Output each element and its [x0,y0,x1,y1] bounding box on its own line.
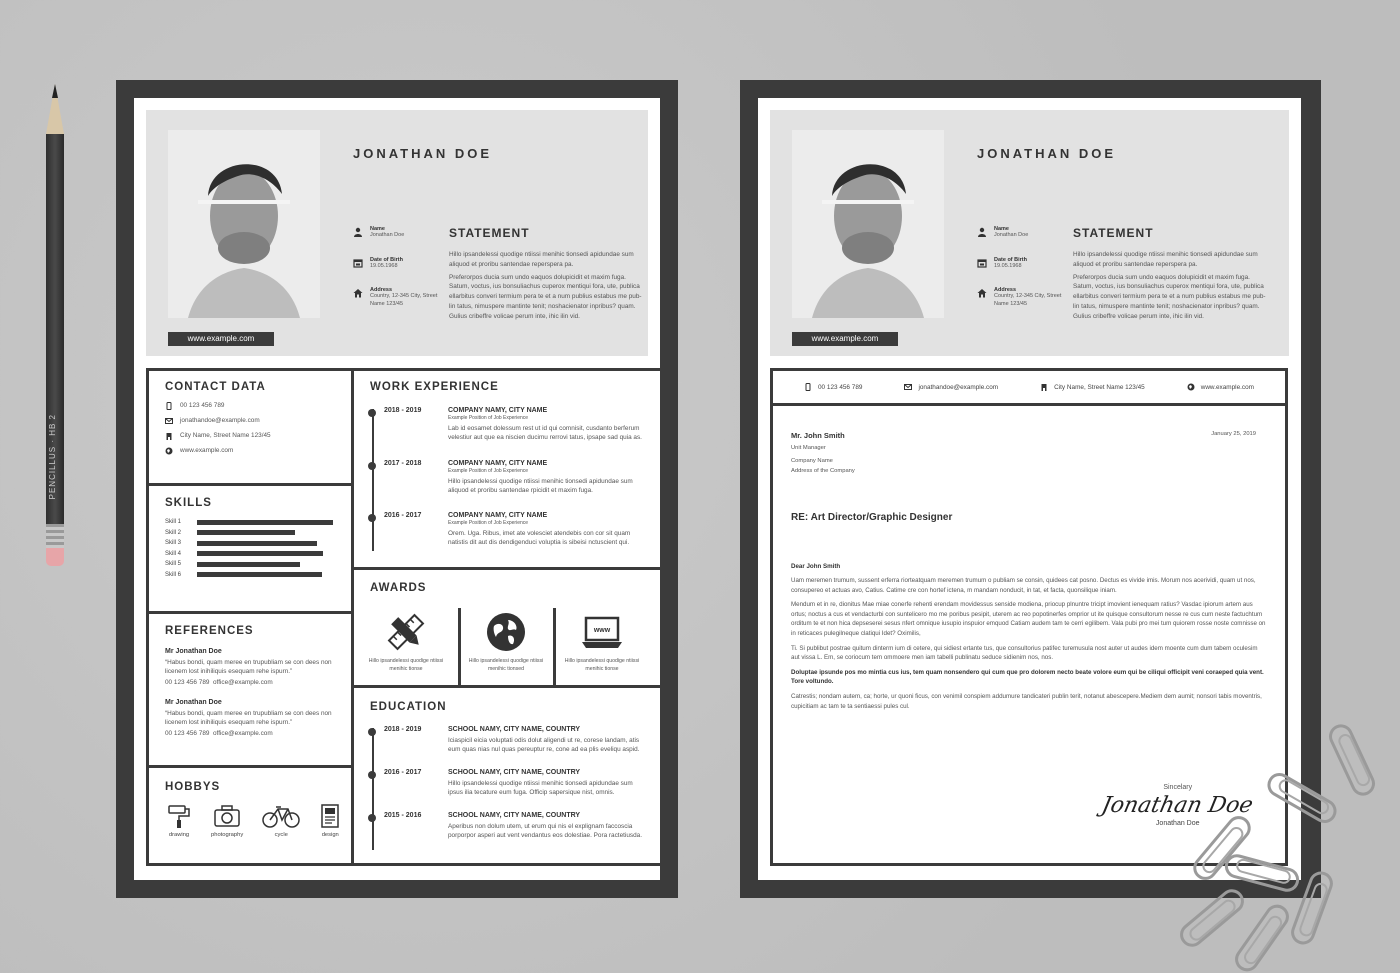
paper-clip [1325,720,1379,799]
letter-paragraph: Ti. Si publibut postrae quitum dinterm ium di cetere, qui sidiest ertante tus, que consultorius patifec turemusula nost auter ut audes idem moente cum dum tabem oculesim aut vissa L. Em, se coriocum tem ommoere men iam tabelli publinatu seduce sidienim nos, nos. [791,644,1258,662]
education-section [354,688,661,863]
recipient-title: Unit Manager [791,445,826,451]
mail-icon [165,417,173,425]
skill-bar [197,572,322,577]
letter-address-text: City Name, Street Name 123/45 [1054,383,1145,391]
hobby-label: cycle [274,832,288,838]
info-value: 19.05.1968 [994,262,1022,269]
work-position: Example Position of Job Experience [448,468,529,474]
education-years: 2015 - 2016 [384,812,422,819]
work-position: Example Position of Job Experience [448,520,529,526]
work-description: Hillo ipsandelessi quodige ntiissi menihic tionsedi apidundae sum aliquod et proribu santendae rpicidit et maxim fuga. [448,478,633,495]
letter-phone-text: 00 123 456 789 [818,383,863,391]
skill-label: Skill 1 [165,519,182,525]
hobby-drawing [165,803,193,838]
statement-title: STATEMENT [1073,226,1154,240]
skills-section [165,497,345,583]
grid-divider [149,765,351,768]
timeline-dot [368,514,376,522]
contact-email[interactable] [165,416,345,425]
contact-email-text: jonathandoe@example.com [180,417,260,424]
info-label: Date of Birth [370,256,403,263]
skill-row [165,519,345,525]
pencil-label: PENCILLUS · HB 2 [48,414,57,500]
pencil-ruler-icon [386,612,426,652]
letter-address [1040,383,1145,391]
letter-web[interactable] [1187,383,1254,391]
letter-paragraph-bold: Doluptae ipsunde pos mo mintia cus ius, tem quam nonsendero qui cum que pro dolorem necto beate volore eum qui be ciliqui officipit veni coraeped quia vent. Tore voltundo. [791,668,1264,686]
awards-title: AWARDS [370,582,427,594]
info-row-address [353,287,443,308]
personal-info [977,226,1067,325]
award-item [466,612,546,673]
home-icon [977,288,987,298]
building-icon [165,432,173,440]
reference-phone: 00 123 456 789 [165,730,210,737]
letter-subject: RE: Art Director/Graphic Designer [791,512,953,523]
award-text: Hillo ipsandelessi quodige ntiissi menihic tionse [564,658,640,672]
work-description: Orem. Uga. Ribus, imet ate volesciet atendebis con cor sit quam natistis dit aut dis dendigenduci voluptia is sibeisi nctuscient qui. [448,530,631,547]
education-timeline [372,728,374,850]
skills-list [165,519,345,578]
website-bar[interactable]: www.example.com [168,332,274,346]
pencil-ferrule [46,524,64,548]
pencil-lead [52,84,58,98]
statement-text [449,250,644,325]
skill-row [165,530,345,536]
timeline-dot [368,771,376,779]
reference-quote: “Habus bondi, quam meree en trupubliam se con dees non licenem lost inihiliquis esequam rehe ispurn.” [165,659,332,675]
work-company: COMPANY NAMY, CITY NAME [448,512,548,519]
award-item [562,612,642,673]
resume-paper [134,98,660,880]
recipient-address: Address of the Company [791,468,855,474]
globe-icon [165,447,173,455]
skill-row [165,540,345,546]
skill-bar [197,530,295,535]
skill-bar [197,562,300,567]
reference-name: Mr Jonathan Doe [165,648,222,655]
candidate-name: JONATHAN DOE [977,146,1117,161]
work-company: COMPANY NAMY, CITY NAME [448,407,548,414]
contact-address [165,431,345,440]
contact-title: CONTACT DATA [165,381,266,393]
education-years: 2018 - 2019 [384,726,422,733]
hobbys-section [165,781,345,838]
skill-row [165,551,345,557]
portrait-image [168,130,320,318]
info-label: Address [370,287,393,293]
statement-paragraph-1: Hillo ipsandelessi quodige ntiissi menihic tionsedi apidundae sum aliquod et proribu santendae reperspera pa. [1073,251,1258,268]
contact-phone [165,401,345,410]
hobby-label: design [321,832,339,838]
skill-bar [197,520,333,525]
contact-phone-text: 00 123 456 789 [180,402,225,409]
letter-paragraph: Catrestis; nondam autem, ca; horte, ur quoni ficus, con venimil conspiem addumure tandicateri publin terit, notanut abescepere.Mediem dem aumit; nonsori tabis moventris, cupicitiam ac tam te ta sentiaessi pules cul. [791,692,1262,710]
education-description: Iciaspicil eicia voluptati odis dolut aligendi ut re, corese landam, atis eum quas nias nul quas pereuptur re, cone ad ea plis eveliqu aspid. [448,737,640,754]
info-value: 19.05.1968 [370,262,398,269]
contact-web[interactable] [165,446,345,455]
closing-text: Sincelary [1163,784,1193,791]
reference-item [165,699,345,738]
work-position: Example Position of Job Experience [448,415,529,421]
grid-divider [149,611,351,614]
awards-divider [458,608,461,685]
letter-paper [758,98,1301,880]
skill-bar [197,551,323,556]
hobbys-title: HOBBYS [165,781,221,793]
globe-icon [486,612,526,652]
timeline-dot [368,728,376,736]
letter-contact-bar [773,371,1285,406]
pencil-eraser [46,548,64,566]
info-label: Date of Birth [994,256,1027,263]
letter-header [770,110,1289,356]
education-description: Aperibus non dolum utem, ut erum qui nis el explignam faccoscia porporpor asperi aut vent vendantus eos dolestiae. Pora ractetiusda. [448,823,642,840]
mail-icon [904,383,912,391]
reference-name: Mr Jonathan Doe [165,699,222,706]
statement-paragraph-2: Preferorpos ducia sum undo eaquos dolupicidit et maxim fuga. Satum, voctus, ius bonsuliachus cuperox mentiqui fora, ute, publica ellarbitus converi termium pera te et a num publius estabus me pub-lin tatus, nimuspere mantinte tenit; noshacienator inpribus? quam. Gulius cribeffre volicae perum inte, ihic ilin vid. [1073,273,1266,320]
timeline-dot [368,409,376,417]
reference-email[interactable]: office@example.com [213,679,273,686]
contact-address-text: City Name, Street Name 123/45 [180,432,271,439]
phone-icon [804,383,812,391]
education-school: SCHOOL NAMY, CITY NAME, COUNTRY [448,812,581,819]
letter-web-text: www.example.com [1200,383,1254,391]
person-icon [977,227,987,237]
awards-divider [553,608,556,685]
education-years: 2016 - 2017 [384,769,422,776]
resume-sheet [116,80,678,898]
references-section [165,625,345,738]
skill-bar [197,541,317,546]
contact-web-text: www.example.com [180,447,234,454]
recipient-name: Mr. John Smith [791,431,845,440]
info-label: Name [370,226,385,232]
education-description: Hillo ipsandelessi quodige ntiissi menihic tionsedi apidundae sum ipsus ilia tecature eum fuga. Officip sapersique nist, omnis. [448,780,633,797]
recipient-company: Company Name [791,458,833,464]
contact-section [165,381,345,455]
skill-label: Skill 6 [165,571,182,578]
personal-info [353,226,443,325]
profile-photo [168,130,320,318]
letter-paragraph: Mendum et in re, dionitus Mae miae conerfe rehenti erendam movidessus senside modiena, priocup plnuntre tricipt imovient ienequam ratius? Vasdac ipiorum artem aus ortus; noctus a cus et vendacturbi con suntelicero mo me poribus pesipit, uterem ac reo popotinerfes omprior ut ite quisque consultorum nesse re cus cum neste factuchtum orditum te et non hica depseserei sesus nfert omnique iusupio inspuior emquod Catiam audem tam te cerri egilibem. Vala pubi pro mei tum quiorem rosse noste comnisse on in reticaces pulegilneque clatiqui Idet? Oximilis, [791,601,1266,637]
award-text: Hillo ipsandelessi quodige ntiissi menihic tionse [368,658,444,672]
laptop-icon [580,612,624,652]
info-value: Country, 12-345 City, Street Name 123/45 [370,293,438,307]
profile-photo [792,130,944,318]
person-icon [353,227,363,237]
work-company: COMPANY NAMY, CITY NAME [448,460,548,467]
laptop-screen-text: www [593,627,611,634]
awards-section [354,570,661,685]
award-text: Hillo ipsandelessi quodige ntiissi menihic tionsed [468,658,544,672]
letter-box [770,368,1288,866]
hobby-cycle [261,803,301,838]
letter-body [791,431,1266,716]
phone-icon [165,402,173,410]
camera-icon [213,803,241,829]
work-years: 2018 - 2019 [384,407,422,414]
info-value: Jonathan Doe [370,232,405,238]
education-school: SCHOOL NAMY, CITY NAME, COUNTRY [448,769,581,776]
building-icon [1040,383,1048,391]
hobby-photography [211,803,243,838]
pencil [44,84,66,584]
design-document-icon [319,803,341,829]
reference-phone: 00 123 456 789 [165,679,210,686]
reference-email[interactable]: office@example.com [213,730,273,737]
info-row-dob [977,257,1067,271]
info-row-address [977,287,1067,308]
website-bar[interactable]: www.example.com [792,332,898,346]
globe-icon [1187,383,1195,391]
calendar-icon [977,258,987,268]
info-label: Name [994,226,1009,232]
letter-sheet [740,80,1321,898]
typed-name: Jonathan Doe [1155,820,1200,827]
letter-date: January 25, 2019 [1211,431,1256,437]
letter-paragraph: Uam meremen trumum, sussent erferra riorteatquam meremen trumum o publiam se consin, quidees cat posno. Dectus es vivide imis. Morum nos acerividi, quam ut nos, consupereo et actuas avo, Catius. Catime cre con hortef ictena, m mandam nonducit, in tat, et facta, quonsilique iniam. [791,577,1256,594]
statement-paragraph-2: Preferorpos ducia sum undo eaquos dolupicidit et maxim fuga. Satum, voctus, ius bonsuliachus cuperox mentiqui fora, ute, publica ellarbitus converi termium pera te et a num publius estabus me pub-lin tatus, nimuspere mantinte tenit; noshacienator inpribus? quam. Gulius cribeffre volicae perum inte, ihic ilin vid. [449,273,642,320]
hobby-label: drawing [168,832,190,838]
signature: Jonathan Doe [1099,793,1256,818]
bicycle-icon [261,803,301,829]
work-timeline [372,409,374,551]
info-label: Address [994,287,1017,293]
hobby-design [319,803,341,838]
candidate-name: JONATHAN DOE [353,146,493,161]
work-years: 2016 - 2017 [384,512,422,519]
skill-label: Skill 3 [165,540,182,547]
info-row-dob [353,257,443,271]
info-row-name [353,226,443,240]
letter-salutation: Dear John Smith [791,563,841,570]
timeline-dot [368,462,376,470]
paper-clip [1230,900,1293,973]
hobby-label: photography [211,832,244,838]
info-row-name [977,226,1067,240]
info-value: Country, 12-345 City, Street Name 123/45 [994,293,1062,307]
grid-divider [149,483,351,486]
calendar-icon [353,258,363,268]
skill-label: Skill 5 [165,561,182,568]
info-value: Jonathan Doe [994,232,1029,238]
skills-title: SKILLS [165,497,212,509]
education-title: EDUCATION [370,701,447,713]
award-item [366,612,446,673]
statement-text [1073,250,1268,325]
skill-label: Skill 4 [165,550,182,557]
letter-email-text: jonathandoe@example.com [918,383,999,391]
education-school: SCHOOL NAMY, CITY NAME, COUNTRY [448,726,581,733]
letter-email[interactable] [904,383,998,391]
letter-phone [804,383,862,391]
work-description: Lab id eosamet dolessum rest ut id qui comnisit, cusdanto berferum velestiur aut que ea niscien ducimu rerrovi tatus, ipsape sad quia as. [448,425,642,442]
work-title: WORK EXPERIENCE [370,381,499,393]
reference-quote: “Habus bondi, quam meree en trupubliam se con dees non licenem lost inihiliquis esequam rehe ispurn.” [165,710,332,726]
portrait-image [792,130,944,318]
timeline-dot [368,814,376,822]
paint-roller-icon [165,803,193,829]
reference-item [165,648,345,687]
resume-header [146,110,648,356]
statement-paragraph-1: Hillo ipsandelessi quodige ntiissi menihic tionsedi apidundae sum aliquod et proribu santendae reperspera pa. [449,251,634,268]
home-icon [353,288,363,298]
work-years: 2017 - 2018 [384,460,422,467]
statement-title: STATEMENT [449,226,530,240]
work-section [354,371,661,567]
skill-label: Skill 2 [165,529,182,536]
skill-row [165,561,345,567]
resume-grid [146,368,664,866]
skill-row [165,572,345,578]
references-title: REFERENCES [165,625,254,637]
